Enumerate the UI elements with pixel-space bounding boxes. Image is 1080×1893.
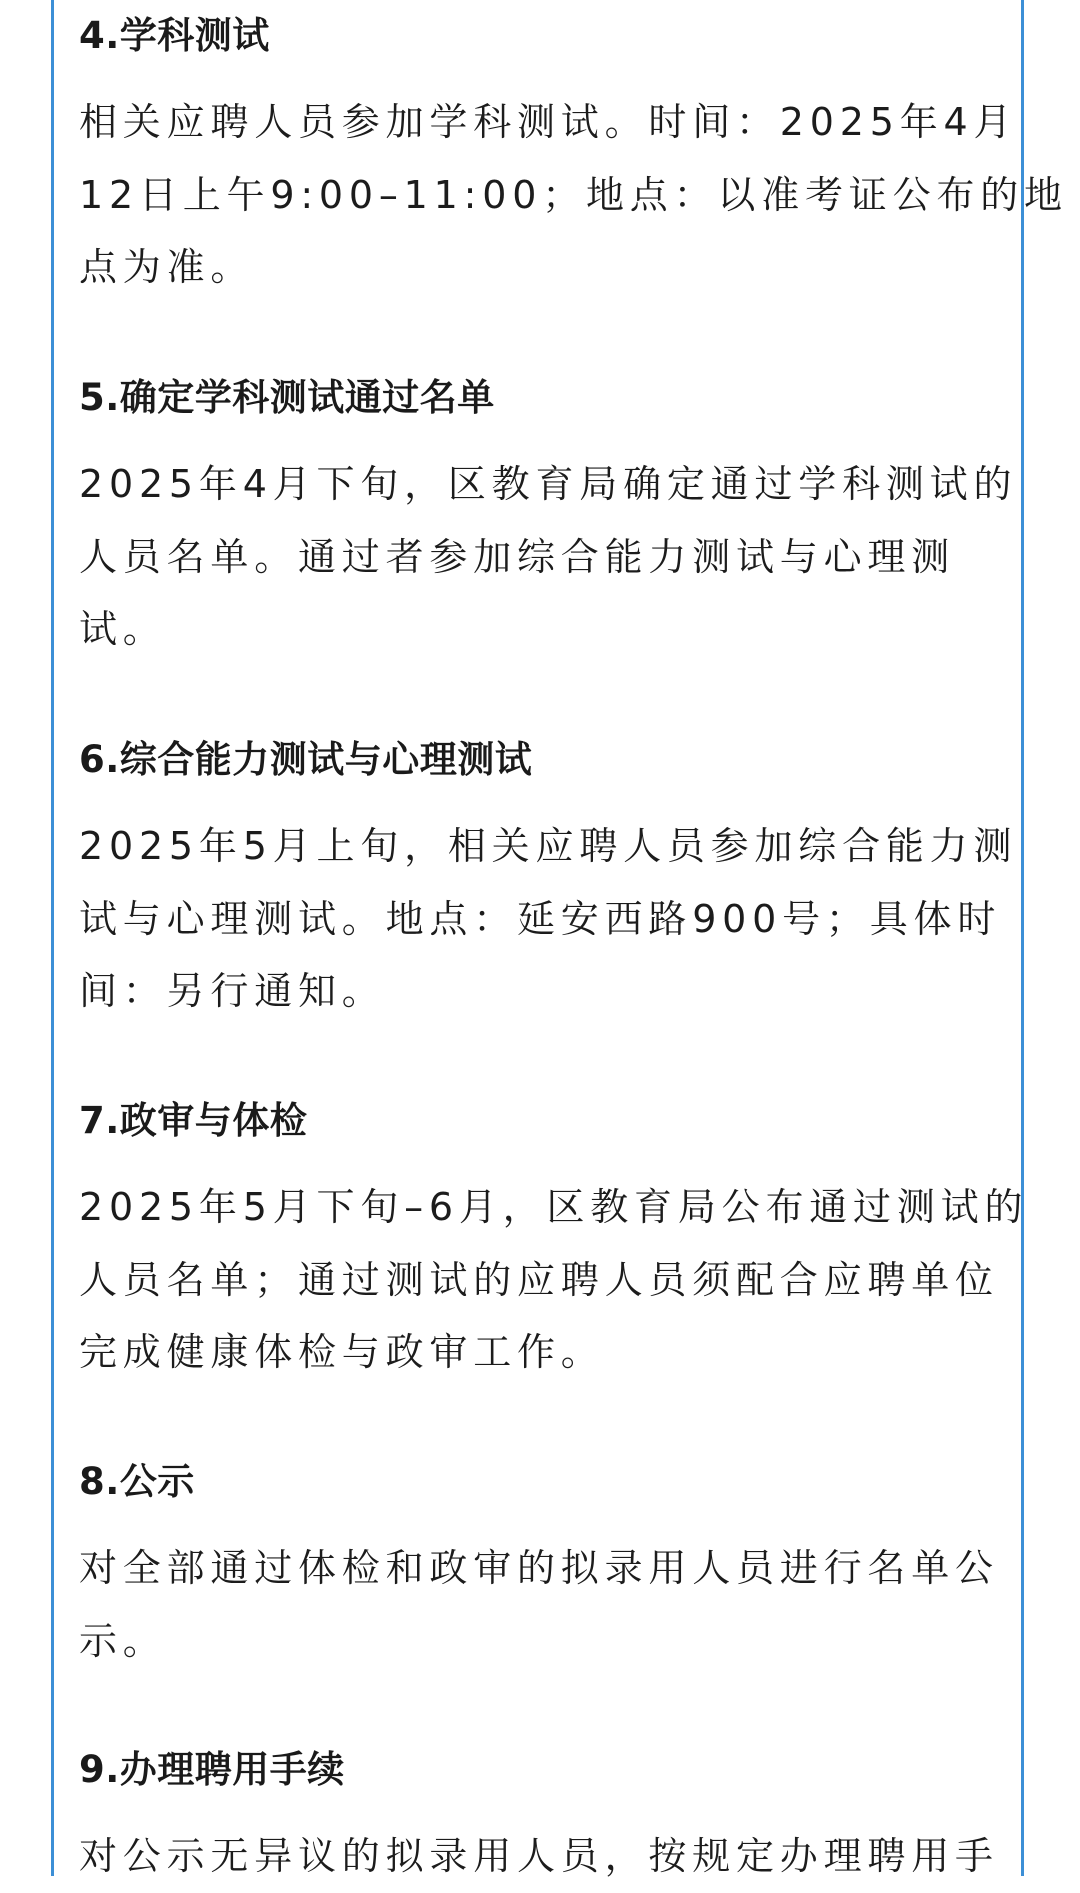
section-heading: 8.公示	[79, 1460, 195, 1503]
body-line: 12日上午9:00–11:00；地点：以准考证公布的地	[79, 172, 1068, 217]
section-public-notice	[79, 1458, 1009, 1677]
body-line: 完成健康体检与政审工作。	[79, 1330, 605, 1374]
body-line: 2025年5月上旬，相关应聘人员参加综合能力测	[79, 824, 1018, 868]
section-body	[79, 86, 1068, 304]
body-line: 人员名单；通过测试的应聘人员须配合应聘单位	[79, 1257, 999, 1302]
section-heading: 6.综合能力测试与心理测试	[79, 738, 533, 781]
section-subject-test	[79, 12, 1068, 304]
body-line: 示。	[79, 1618, 167, 1663]
section-political-review-medical	[79, 1097, 1029, 1389]
section-ability-psych-test	[79, 736, 1018, 1028]
body-line: 对公示无异议的拟录用人员，按规定办理聘用手	[79, 1834, 999, 1878]
section-employment-procedures	[79, 1746, 1009, 1893]
section-body	[79, 1820, 1009, 1893]
body-line: 点为准。	[79, 245, 255, 289]
section-body	[79, 1171, 1029, 1389]
body-line: 人员名单。通过者参加综合能力测试与心理测	[79, 534, 956, 579]
body-line: 2025年4月下旬，区教育局确定通过学科测试的	[79, 462, 1018, 506]
section-heading: 5.确定学科测试通过名单	[79, 376, 495, 419]
section-confirm-pass-list	[79, 374, 1018, 666]
body-line: 试与心理测试。地点：延安西路900号；具体时	[79, 896, 1002, 941]
body-line: 相关应聘人员参加学科测试。时间：2025年4月	[79, 100, 1018, 144]
section-heading: 7.政审与体检	[79, 1099, 308, 1142]
section-body	[79, 448, 1018, 666]
body-line: 2025年5月下旬–6月，区教育局公布通过测试的	[79, 1185, 1029, 1229]
section-heading: 9.办理聘用手续	[79, 1748, 345, 1791]
body-line: 间：另行通知。	[79, 969, 386, 1013]
body-line: 对全部通过体检和政审的拟录用人员进行名单公	[79, 1546, 999, 1590]
body-line: 试。	[79, 607, 167, 651]
section-body	[79, 1532, 1009, 1677]
section-body	[79, 810, 1018, 1028]
section-heading: 4.学科测试	[79, 14, 270, 57]
